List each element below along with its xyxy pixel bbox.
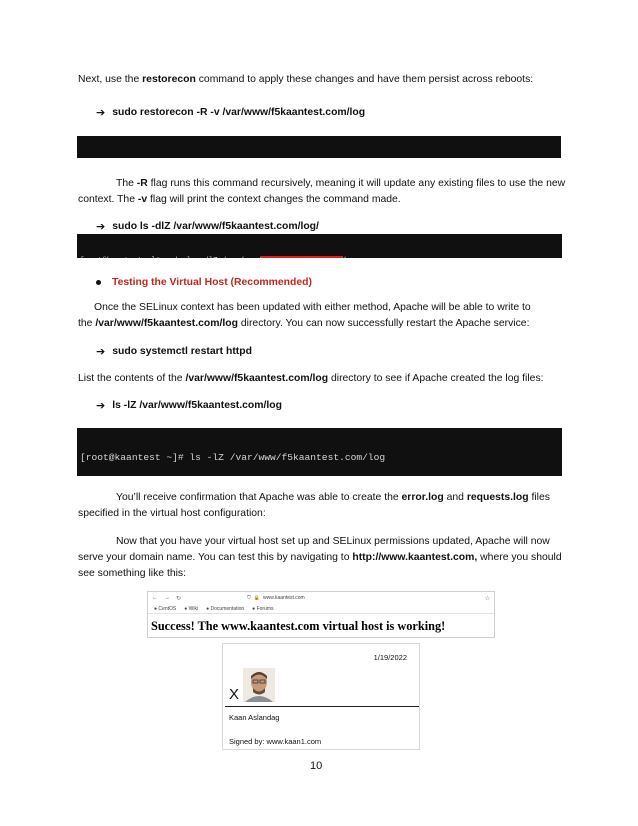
back-icon: ← bbox=[152, 595, 158, 601]
signature-date: 1/19/2022 bbox=[373, 653, 407, 662]
reload-icon: ↻ bbox=[176, 595, 182, 602]
command-text: ls -lZ /var/www/f5kaantest.com/log bbox=[112, 400, 282, 411]
signature-x: X bbox=[229, 686, 240, 703]
paragraph-confirmation: You’ll receive confirmation that Apache was able to create the error.log and requests.log files specified in the virtual host configuration: bbox=[78, 492, 550, 519]
command-ls-lz bbox=[96, 399, 282, 412]
terminal-screenshot-ls-lz: [root@kaantest ~]# ls -lZ /var/www/f5kaantest.com/log bbox=[77, 428, 562, 476]
page-heading: Success! The www.kaantest.com virtual host is working! bbox=[151, 619, 446, 633]
command-text: sudo restorecon -R -v /var/www/f5kaantest.com/log bbox=[112, 107, 366, 118]
section-heading-testing: Testing the Virtual Host (Recommended) bbox=[96, 277, 312, 288]
bookmarks-bar bbox=[148, 604, 494, 614]
paragraph-restorecon-intro: Next, use the restorecon command to apply these changes and have them persist across reboots: bbox=[78, 74, 534, 85]
browser-toolbar bbox=[148, 592, 494, 604]
terminal-screenshot-ls-dlz bbox=[77, 234, 562, 258]
paragraph-serve-domain: Now that you have your virtual host set up and SELinux permissions updated, Apache will now serve your domain name. You can test this by navigating to http://www.kaantest.com, where you should see something like this: bbox=[78, 536, 562, 579]
signature-line bbox=[225, 706, 419, 707]
bookmark-wiki: ● Wiki bbox=[184, 605, 199, 612]
bookmark-documentation: ● Documentation bbox=[206, 605, 245, 612]
signer-name: Kaan Aslandag bbox=[229, 713, 280, 722]
arrow-right-icon: ➔ bbox=[96, 107, 106, 119]
command-ls-dlz bbox=[96, 220, 319, 233]
forward-icon: → bbox=[164, 595, 170, 601]
browser-screenshot bbox=[147, 591, 495, 638]
example-url: http://www.kaantest.com, bbox=[352, 552, 478, 563]
bookmark-forums: ● Forums bbox=[252, 605, 274, 612]
shield-icon: ⛉ bbox=[247, 595, 251, 601]
restorecon-term: restorecon bbox=[142, 74, 196, 85]
arrow-right-icon: ➔ bbox=[96, 346, 106, 358]
paragraph-selinux-updated: Once the SELinux context has been updated with either method, Apache will be able to write to the /var/www/f5kaantest.com/log directory. You can now successfully restart the Apache service: bbox=[78, 302, 531, 329]
person-photo-icon bbox=[243, 668, 275, 702]
command-restart-httpd bbox=[96, 345, 252, 358]
signed-by: Signed by: www.kaan1.com bbox=[229, 737, 322, 746]
paragraph-list-contents: List the contents of the /var/www/f5kaantest.com/log directory to see if Apache created the log files: bbox=[78, 373, 544, 384]
arrow-right-icon: ➔ bbox=[96, 400, 106, 412]
terminal-screenshot-restorecon bbox=[77, 136, 561, 158]
page-number: 10 bbox=[310, 760, 323, 772]
command-text: sudo systemctl restart httpd bbox=[112, 346, 252, 357]
command-restorecon bbox=[96, 106, 365, 119]
address-bar: ⛉ 🔒 www.kaantest.com bbox=[247, 595, 305, 601]
command-text: sudo ls -dlZ /var/www/f5kaantest.com/log/ bbox=[112, 221, 319, 232]
bullet-icon bbox=[96, 280, 101, 285]
arrow-right-icon: ➔ bbox=[96, 221, 106, 233]
paragraph-flags-explanation: The -R flag runs this command recursively, meaning it will update any existing files to use the new context. The -v flag will print the context changes the command made. bbox=[78, 178, 566, 205]
bookmark-centos: ● CentOS bbox=[154, 605, 177, 612]
digital-signature-block bbox=[222, 643, 420, 750]
highlight-path bbox=[262, 257, 342, 258]
signer-photo bbox=[243, 668, 275, 702]
star-icon: ☆ bbox=[484, 595, 490, 602]
lock-icon: 🔒 bbox=[253, 595, 261, 601]
